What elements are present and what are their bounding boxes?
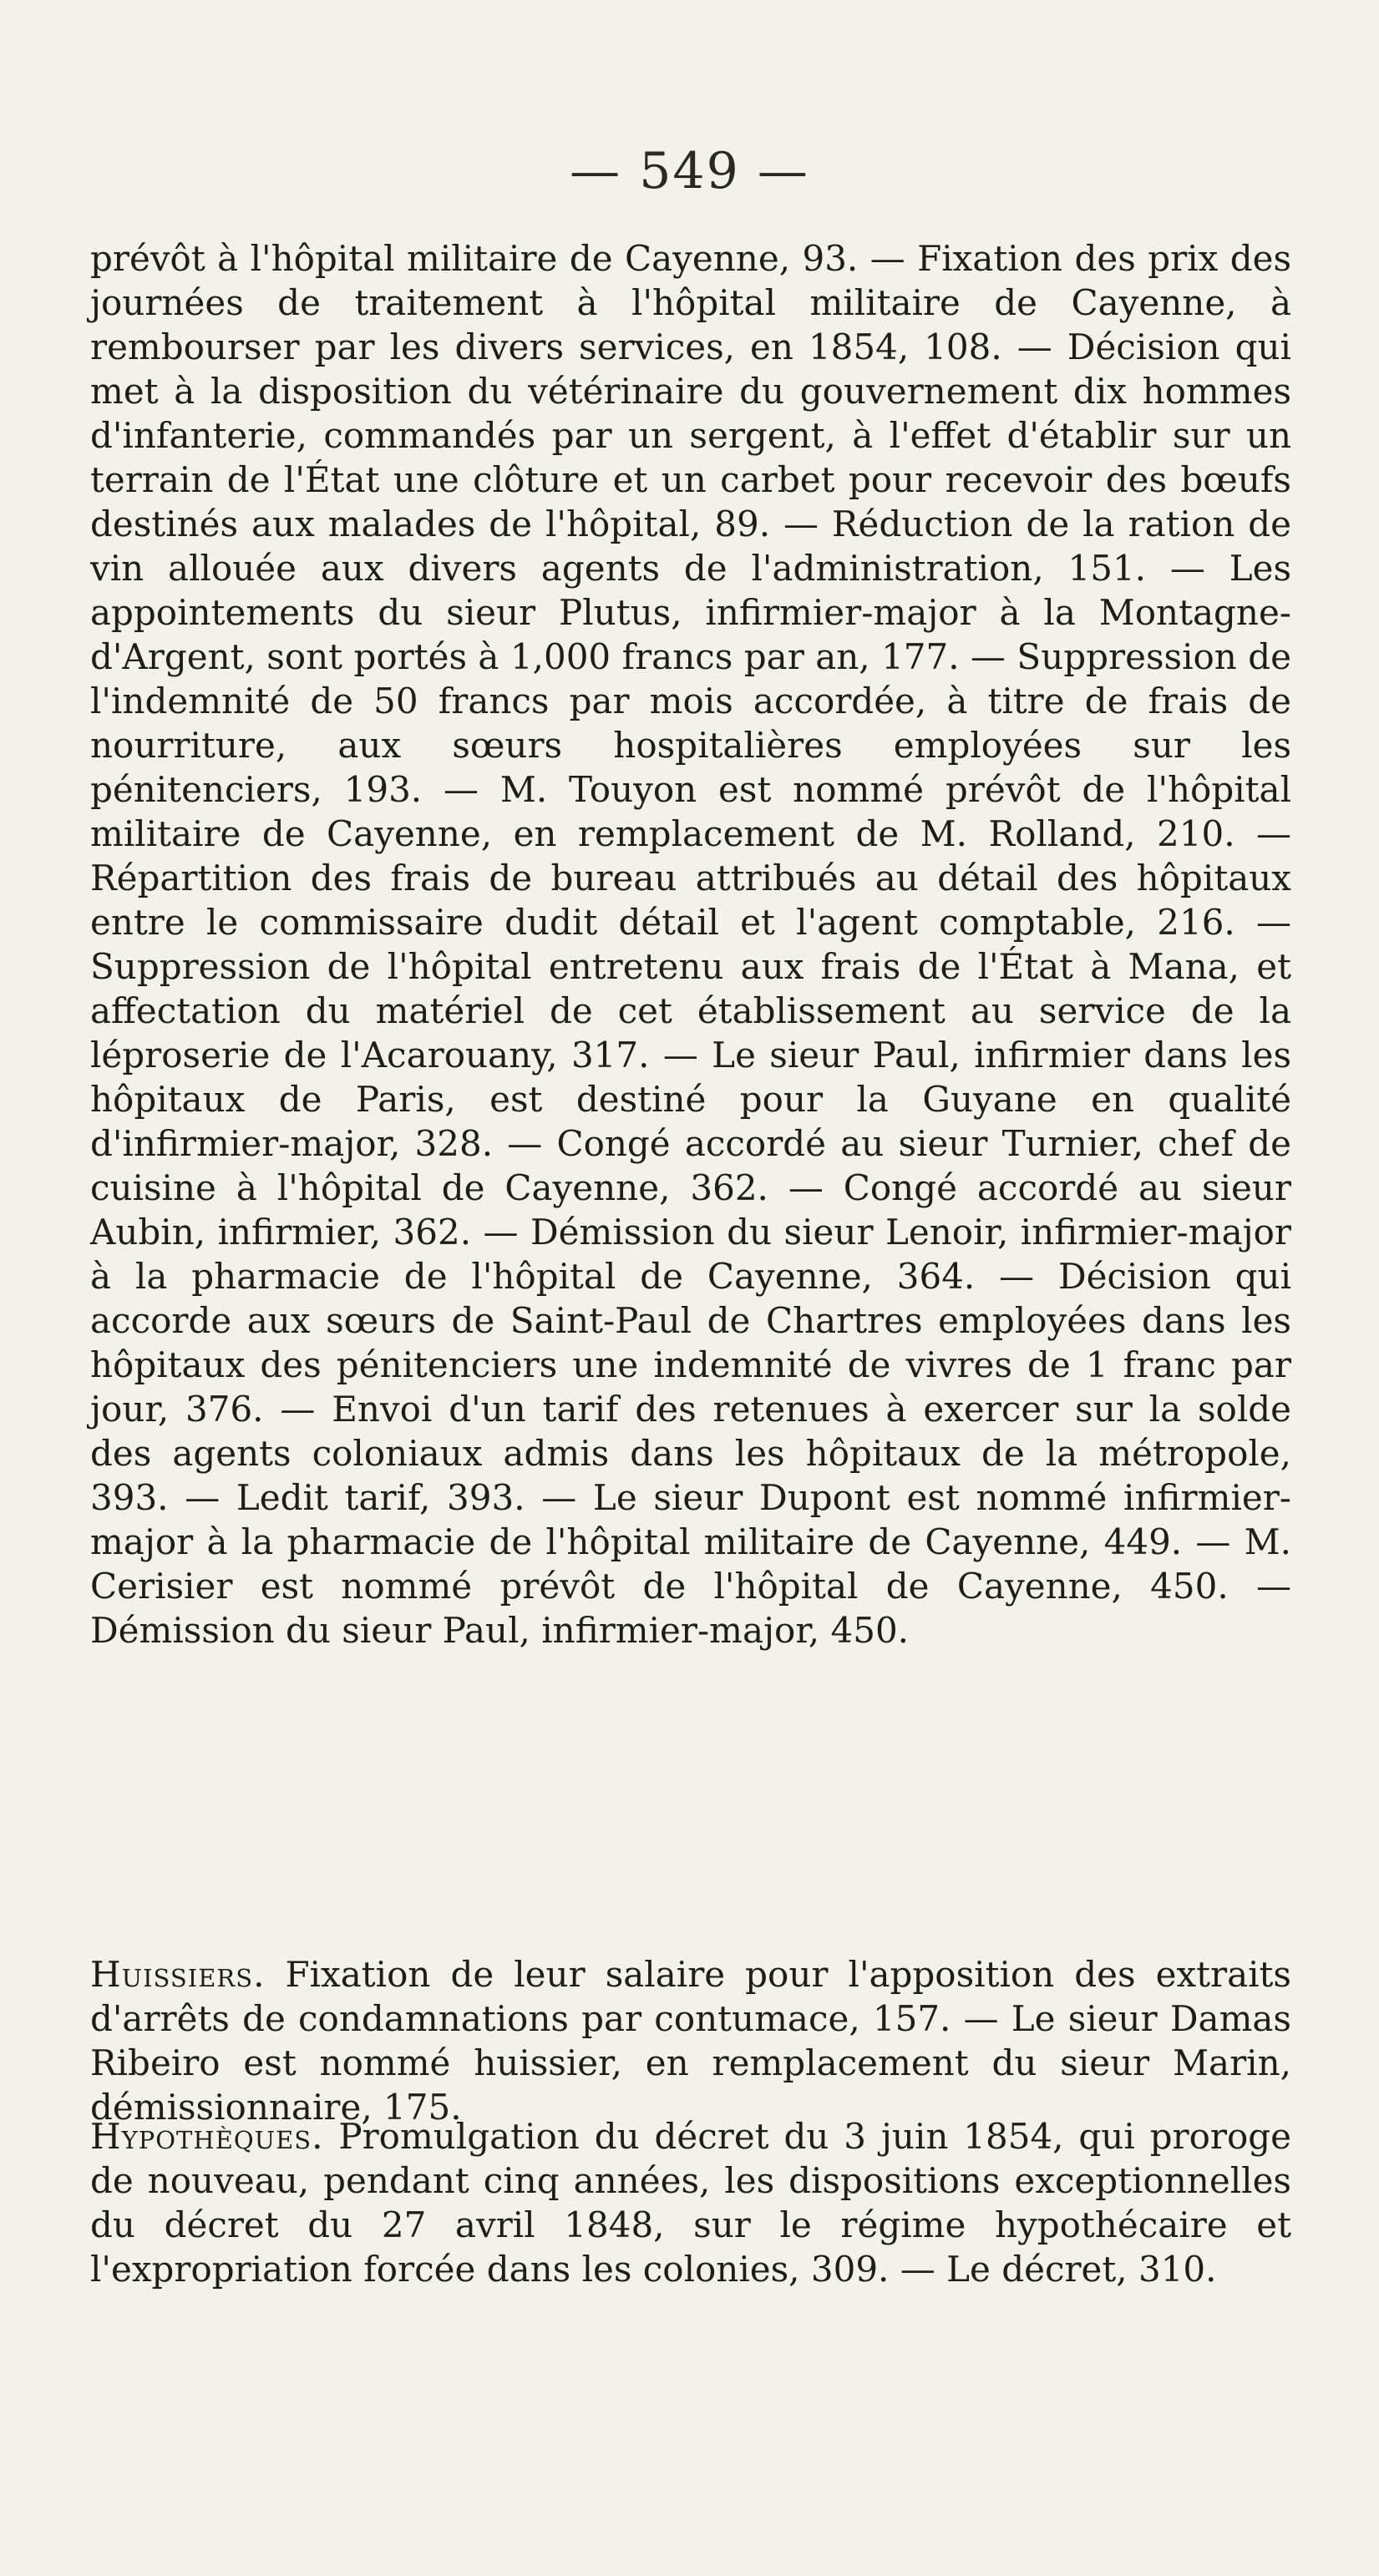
entry-text: Fixation de leur salaire pour l'apposition des extraits d'arrêts de condamnations par contumace, 157. — Le sieur Damas Ribeiro est nommé huissier, en remplacement du sieur Marin, démissionnaire, 175. <box>90 1954 1291 2128</box>
entry-heading: Huissiers. <box>90 1954 266 1995</box>
index-entry-hypotheques <box>90 2114 1291 2291</box>
continuation-paragraph: prévôt à l'hôpital militaire de Cayenne, 93. — Fixation des prix des journées de traitement à l'hôpital militaire de Cayenne, à rembourser par les divers services, en 1854, 108. — Décision qui met à la disposition du vétérinaire du gouvernement dix hommes d'infanterie, commandés par un sergent, à l'effet d'établir sur un terrain de l'État une clôture et un carbet pour recevoir des bœufs destinés aux malades de l'hôpital, 89. — Réduction de la ration de vin allouée aux divers agents de l'administration, 151. — Les appointements du sieur Plutus, infirmier-major à la Montagne-d'Argent, sont portés à 1,000 francs par an, 177. — Suppression de l'indemnité de 50 francs par mois accordée, à titre de frais de nourriture, aux sœurs hospitalières employées sur les pénitenciers, 193. — M. Touyon est nommé prévôt de l'hôpital militaire de Cayenne, en remplacement de M. Rolland, 210. — Répartition des frais de bureau attribués au détail des hôpitaux entre le commissaire dudit détail et l'agent comptable, 216. — Suppression de l'hôpital entretenu aux frais de l'État à Mana, et affectation du matériel de cet établissement au service de la léproserie de l'Acarouany, 317. — Le sieur Paul, infirmier dans les hôpitaux de Paris, est destiné pour la Guyane en qualité d'infirmier-major, 328. — Congé accordé au sieur Turnier, chef de cuisine à l'hôpital de Cayenne, 362. — Congé accordé au sieur Aubin, infirmier, 362. — Démission du sieur Lenoir, infirmier-major à la pharmacie de l'hôpital de Cayenne, 364. — Décision qui accorde aux sœurs de Saint-Paul de Chartres employées dans les hôpitaux des pénitenciers une indemnité de vivres de 1 franc par jour, 376. — Envoi d'un tarif des retenues à exercer sur la solde des agents coloniaux admis dans les hôpitaux de la métropole, 393. — Ledit tarif, 393. — Le sieur Dupont est nommé infirmier-major à la pharmacie de l'hôpital militaire de Cayenne, 449. — M. Cerisier est nommé prévôt de l'hôpital de Cayenne, 450. — Démission du sieur Paul, infirmier-major, 450. <box>90 238 1291 1651</box>
page-number: — 549 — <box>570 142 809 200</box>
entry-text: Promulgation du décret du 3 juin 1854, qui proroge de nouveau, pendant cinq années, les dispositions exceptionnelles du décret du 27 avril 1848, sur le régime hypothécaire et l'expropriation forcée dans les colonies, 309. — Le décret, 310. <box>90 2116 1291 2290</box>
index-entry-huissiers <box>90 1952 1291 2129</box>
entry-heading: Hypothèques. <box>90 2116 324 2157</box>
